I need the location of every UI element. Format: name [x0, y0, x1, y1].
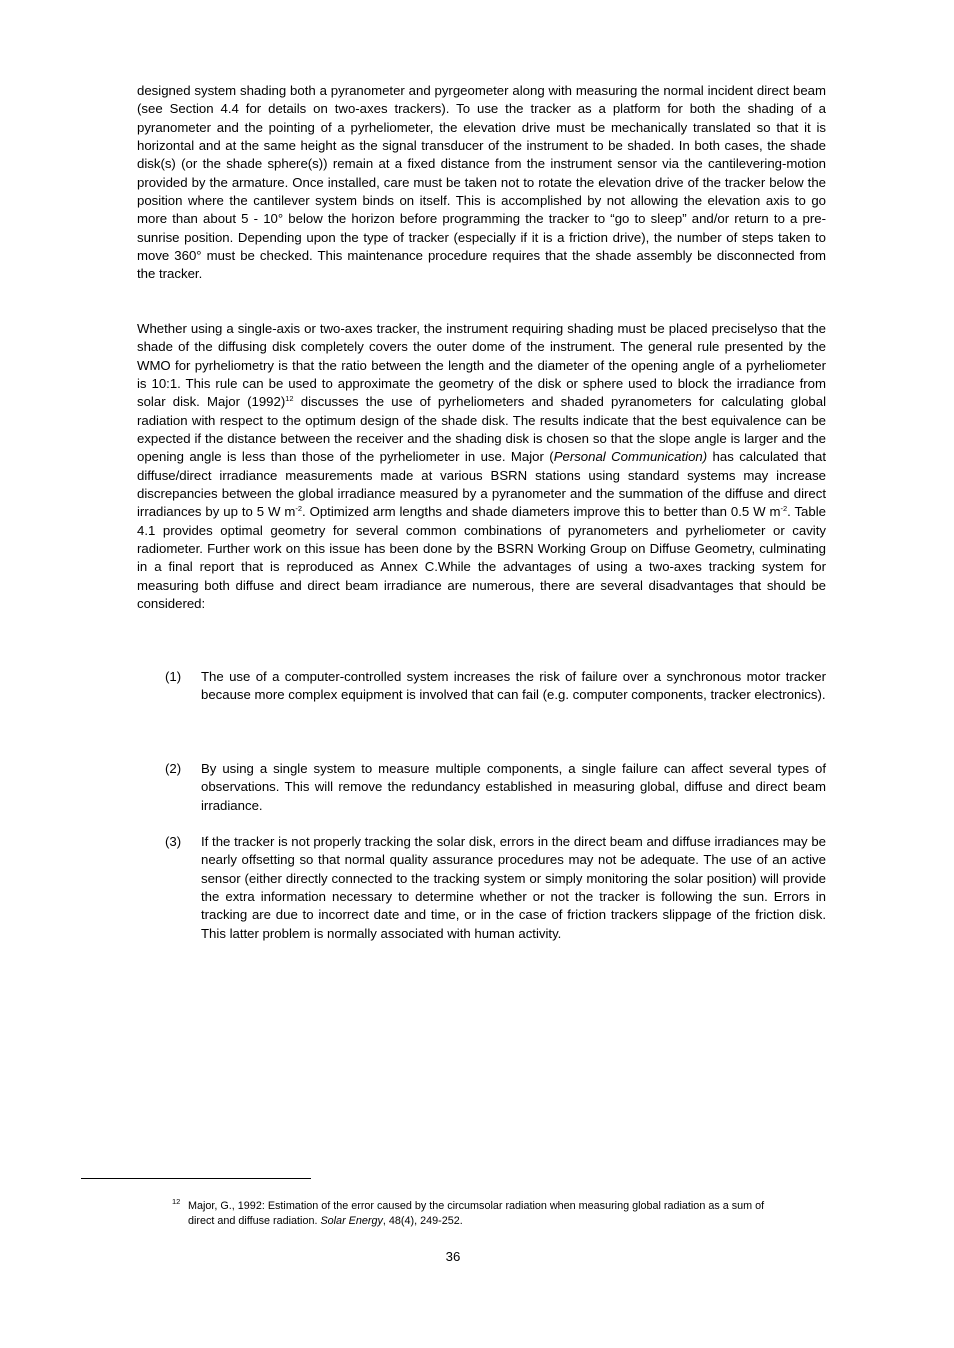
paragraph-2-text-d: . Optimized arm lengths and shade diameters improve this to better than 0.5 W m: [302, 504, 781, 520]
list-item-number: (1): [165, 669, 182, 684]
footnote-volume-pages: , 48(4), 249-252.: [382, 1214, 463, 1227]
page-number: 36: [445, 1249, 461, 1264]
footnote-12: [172, 1199, 772, 1228]
footnote-text: [188, 1199, 772, 1228]
list-item-text: If the tracker is not properly tracking the solar disk, errors in the direct beam and diffuse irradiances may be nearly offsetting so that normal quality assurance procedures may not be adequate. The use of an active sensor (either directly connected to the tracking system or simply monitoring the solar position) will provide the extra information necessary to determine whether or not the tracker is following the sun. Errors in tracking are due to incorrect date and time, or in the case of friction trackers slippage of the friction disk. This latter problem is normally associated with human activity.: [201, 834, 826, 941]
body-paragraph-1: designed system shading both a pyranometer and pyrgeometer along with measuring the normal incident direct beam (see Section 4.4 for details on two-axes trackers). To use the tracker as a platform for both the shading of a pyranometer and the pointing of a pyrheliometer, the elevation drive must be mechanically translated so that it is horizontal and at the same height as the signal transducer of the instrument to be shaded. In both cases, the shade disk(s) (or the shade sphere(s)) remain at a fixed distance from the instrument sensor via the cantilevering-motion provided by the armature. Once installed, care must be taken not to rotate the elevation drive of the tracker below the position where the cantilever system binds on itself. This is accomplished by not allowing the elevation axis to go more than about 5 - 10° below the horizon before programming the tracker to “go to sleep” and/or return to a pre-sunrise position. Depending upon the type of tracker (especially if it is a friction drive), the number of steps taken to move 360° must be checked. This maintenance procedure requires that the shade assembly be disconnected from the tracker.: [137, 83, 826, 282]
disadvantage-list-item-2: [165, 760, 826, 815]
paragraph-2-text-e: . Table 4.1 provides optimal geometry for several common combinations of pyranometers and pyrheliometer or cavity radiometer. Further work on this issue has been done by the BSRN Working Group on Diffuse Geometry, culminating in a final report that is reproduced as Annex C.While the advantages of using a two-axes tracking system for measuring both diffuse and direct beam irradiance are numerous, there are several disadvantages that should be considered:: [137, 504, 826, 612]
unit-exponent-2: -2: [780, 504, 788, 514]
footnote-separator: [81, 1178, 311, 1179]
paragraph-2-text-c: has calculated that diffuse/direct irradiance measurements made at various BSRN stations using standard systems may increase discrepancies between the global irradiance measured by a pyranometer and the summation of the diffuse and direct irradiances by up to 5 W m: [137, 449, 826, 520]
list-item-text: The use of a computer-controlled system increases the risk of failure over a synchronous motor tracker because more complex equipment is involved that can fail (e.g. computer components, tracker electronics).: [201, 669, 826, 703]
footnote-mark: 12: [172, 1197, 181, 1206]
footnote-journal: Solar Energy: [320, 1214, 383, 1227]
personal-communication-italic: Personal Communication): [553, 449, 708, 465]
list-item-number: (3): [165, 834, 182, 849]
paragraph-2-text-a: Whether using a single-axis or two-axes tracker, the instrument requiring shading must be placed preciselyso that the shade of the diffusing disk completely covers the outer dome of the instrument. The general rule presented by the WMO for pyrheliometry is that the ratio between the length and the diameter of the opening angle of a pyrheliometer is 10:1. This rule can be used to approximate the geometry of the disk or sphere used to block the irradiance from solar disk. Major (1992): [137, 321, 826, 410]
disadvantage-list-item-1: [165, 668, 826, 705]
footnote-reference-12[interactable]: 12: [285, 394, 294, 404]
paragraph-2-text-b: discusses the use of pyrheliometers and shaded pyranometers for calculating global radiation with respect to the optimum design of the shade disk. The results indicate that the best equivalence can be expected if the distance between the receiver and the shading disk is chosen so that the slope angle is larger and the opening angle is less than those of the pyrheliometer in use. Major (: [137, 394, 826, 465]
list-item-text: By using a single system to measure multiple components, a single failure can affect several types of observations. This will remove the redundancy established in measuring global, diffuse and direct beam irradiance.: [201, 761, 826, 813]
unit-exponent-1: -2: [295, 504, 303, 514]
disadvantage-list-item-3: [165, 833, 826, 943]
body-paragraph-2: [137, 320, 826, 614]
footnote-citation: Major, G., 1992: Estimation of the error caused by the circumsolar radiation when measuring global radiation as a sum of direct and diffuse radiation.: [188, 1200, 765, 1227]
list-item-number: (2): [165, 761, 182, 776]
